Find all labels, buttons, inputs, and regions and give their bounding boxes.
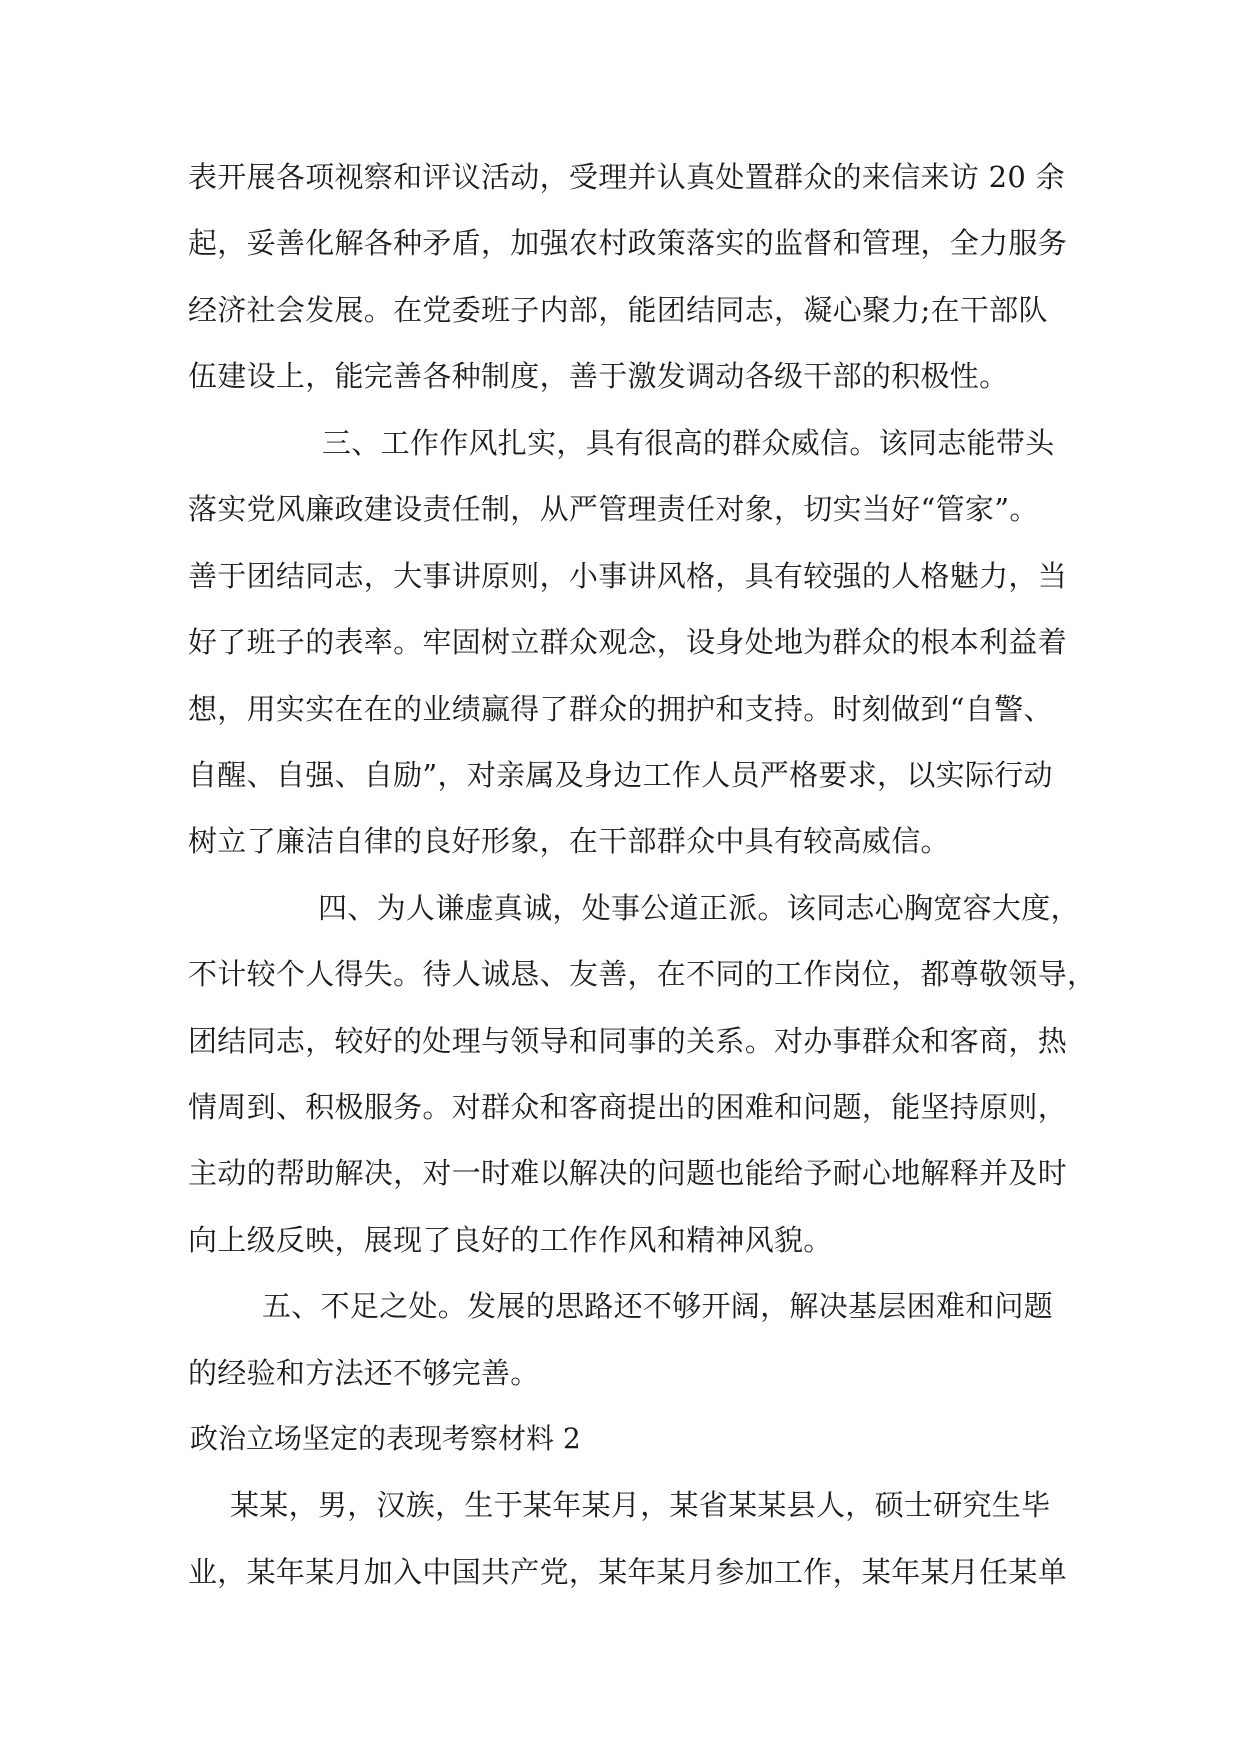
section-heading: 政治立场坚定的表现考察材料 2: [190, 1422, 581, 1455]
text-line: 的经验和方法还不够完善。: [188, 1356, 540, 1390]
text-line: 情周到、积极服务。对群众和客商提出的困难和问题，能坚持原则，: [188, 1090, 1068, 1124]
text-line: 经济社会发展。在党委班子内部，能团结同志，凝心聚力;在干部队: [188, 293, 1048, 327]
text-line: 某某，男，汉族，生于某年某月，某省某某县人，硕士研究生毕: [230, 1488, 1051, 1522]
text-line: 自醒、自强、自励”，对亲属及身边工作人员严格要求，以实际行动: [188, 758, 1053, 792]
section-4-first-line: 四、为人谦虚真诚，处事公道正派。该同志心胸宽容大度，: [318, 891, 1080, 925]
text-line: 主动的帮助解决，对一时难以解决的问题也能给予耐心地解释并及时: [188, 1156, 1068, 1190]
text-line: 好了班子的表率。牢固树立群众观念，设身处地为群众的根本利益着: [188, 625, 1068, 659]
text-line: 表开展各项视察和评议活动，受理并认真处置群众的来信来访 20 余: [188, 160, 1065, 194]
section-5-first-line: 五、不足之处。发展的思路还不够开阔，解决基层困难和问题: [262, 1289, 1054, 1323]
text-line: 起，妥善化解各种矛盾，加强农村政策落实的监督和管理，全力服务: [188, 226, 1068, 260]
text-line: 想，用实实在在的业绩赢得了群众的拥护和支持。时刻做到“自警、: [188, 692, 1053, 726]
text-line: 业，某年某月加入中国共产党，某年某月参加工作，某年某月任某单: [188, 1555, 1068, 1589]
text-line: 向上级反映，展现了良好的工作作风和精神风貌。: [188, 1223, 833, 1257]
text-line: 落实党风廉政建设责任制，从严管理责任对象，切实当好“管家”。: [188, 492, 1039, 526]
section-3-first-line: 三、工作作风扎实，具有很高的群众威信。该同志能带头: [322, 426, 1055, 460]
text-line: 树立了廉洁自律的良好形象，在干部群众中具有较高威信。: [188, 824, 950, 858]
text-line: 善于团结同志，大事讲原则，小事讲风格，具有较强的人格魅力，当: [188, 559, 1068, 593]
text-line: 不计较个人得失。待人诚恳、友善，在不同的工作岗位，都尊敬领导，: [188, 957, 1097, 991]
text-line: 伍建设上，能完善各种制度，善于激发调动各级干部的积极性。: [188, 359, 1009, 393]
text-line: 团结同志，较好的处理与领导和同事的关系。对办事群众和客商，热: [188, 1024, 1068, 1058]
